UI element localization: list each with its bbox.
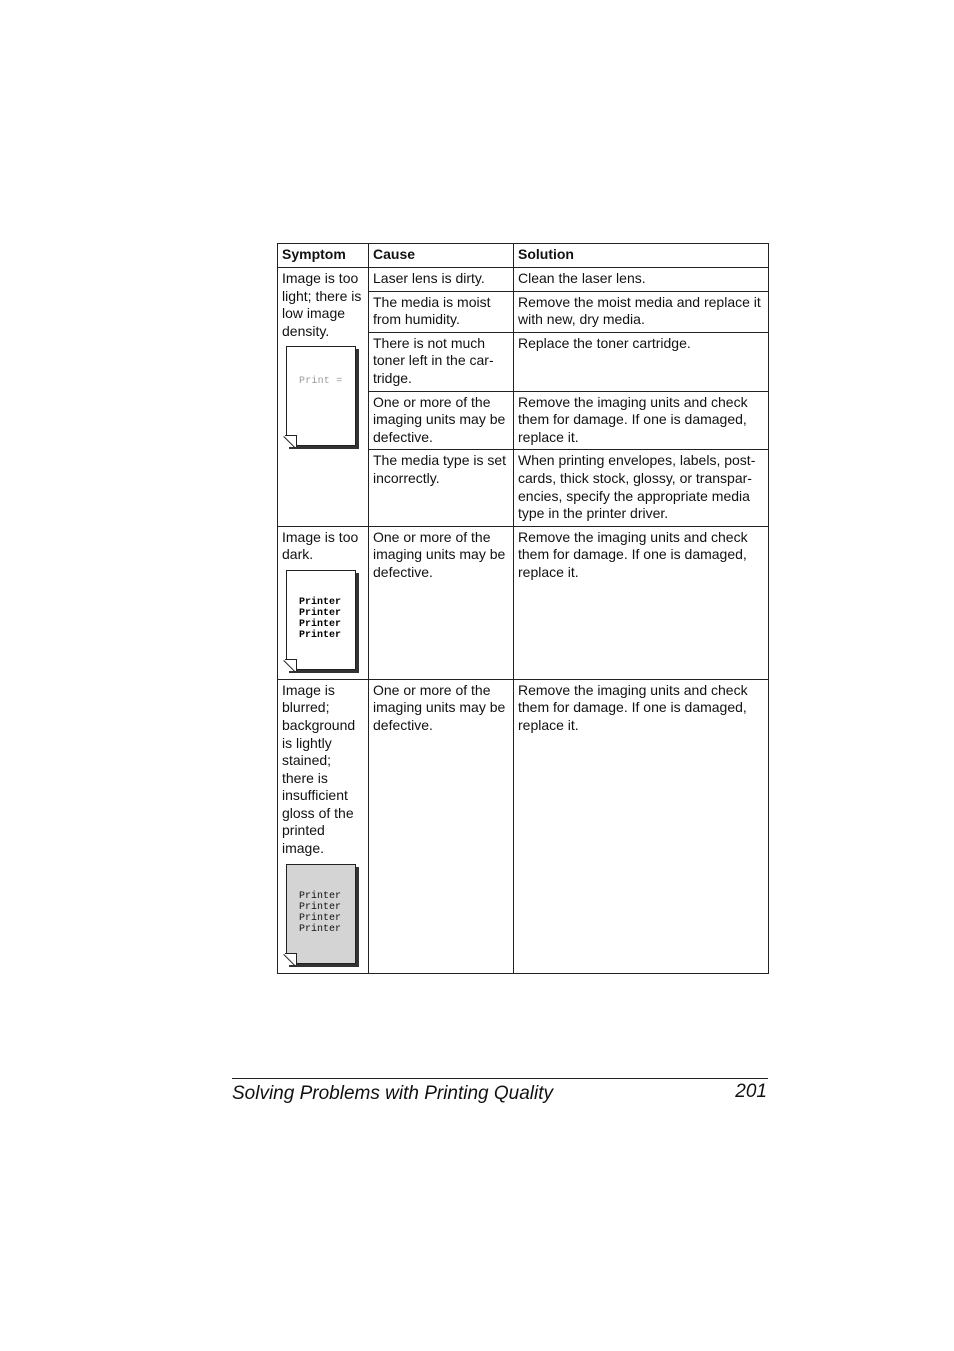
cause-cell: There is not much toner left in the car-tridge. [369,332,514,391]
solution-cell: Remove the moist media and replace it with new, dry media. [514,291,769,332]
cause-cell: The media is moist from humidity. [369,291,514,332]
symptom-cell [278,268,369,527]
symptom-text: Image is blurred; background is lightly stained; there is insufficient gloss of the printed image. [282,681,356,857]
page-fold-icon [285,953,297,965]
troubleshooting-table [277,243,769,974]
dark-print-sample-image [286,570,356,670]
solution-cell: Remove the imaging units and check them for damage. If one is damaged, replace it. [514,679,769,973]
solution-cell: Replace the toner cartridge. [514,332,769,391]
cause-cell: One or more of the imaging units may be defective. [369,679,514,973]
sample-text: Print = [299,376,343,388]
symptom-text: Image is too light; there is low image density. [282,270,362,339]
cause-cell: Laser lens is dirty. [369,268,514,292]
symptom-cell [278,526,369,679]
solution-cell: When printing envelopes, labels, post-cards, thick stock, glossy, or transpar-encies, specify the appropriate media type in the printer driver. [514,450,769,526]
symptom-text: Image is too dark. [282,528,359,563]
footer-divider [232,1078,768,1079]
solution-cell: Clean the laser lens. [514,268,769,292]
symptom-cell [278,679,369,973]
cause-cell: One or more of the imaging units may be defective. [369,391,514,450]
header-cause: Cause [369,244,514,268]
page-fold-icon [285,659,297,671]
solution-cell: Remove the imaging units and check them for damage. If one is damaged, replace it. [514,391,769,450]
table-row [278,526,769,679]
light-print-sample-image [286,346,356,446]
table-header-row [278,244,769,268]
header-solution: Solution [514,244,769,268]
cause-cell: The media type is set incorrectly. [369,450,514,526]
header-symptom: Symptom [278,244,369,268]
table-row [278,679,769,973]
footer-section-title: Solving Problems with Printing Quality [232,1083,554,1104]
table-row [278,268,769,292]
sample-text: Printer Printer Printer Printer [299,890,342,935]
solution-cell: Remove the imaging units and check them for damage. If one is damaged, replace it. [514,526,769,679]
page-fold-icon [285,435,297,447]
blurred-print-sample-image [286,864,356,964]
cause-cell: One or more of the imaging units may be defective. [369,526,514,679]
sample-text: Printer Printer Printer Printer [299,596,342,641]
page-number: 201 [735,1081,767,1102]
